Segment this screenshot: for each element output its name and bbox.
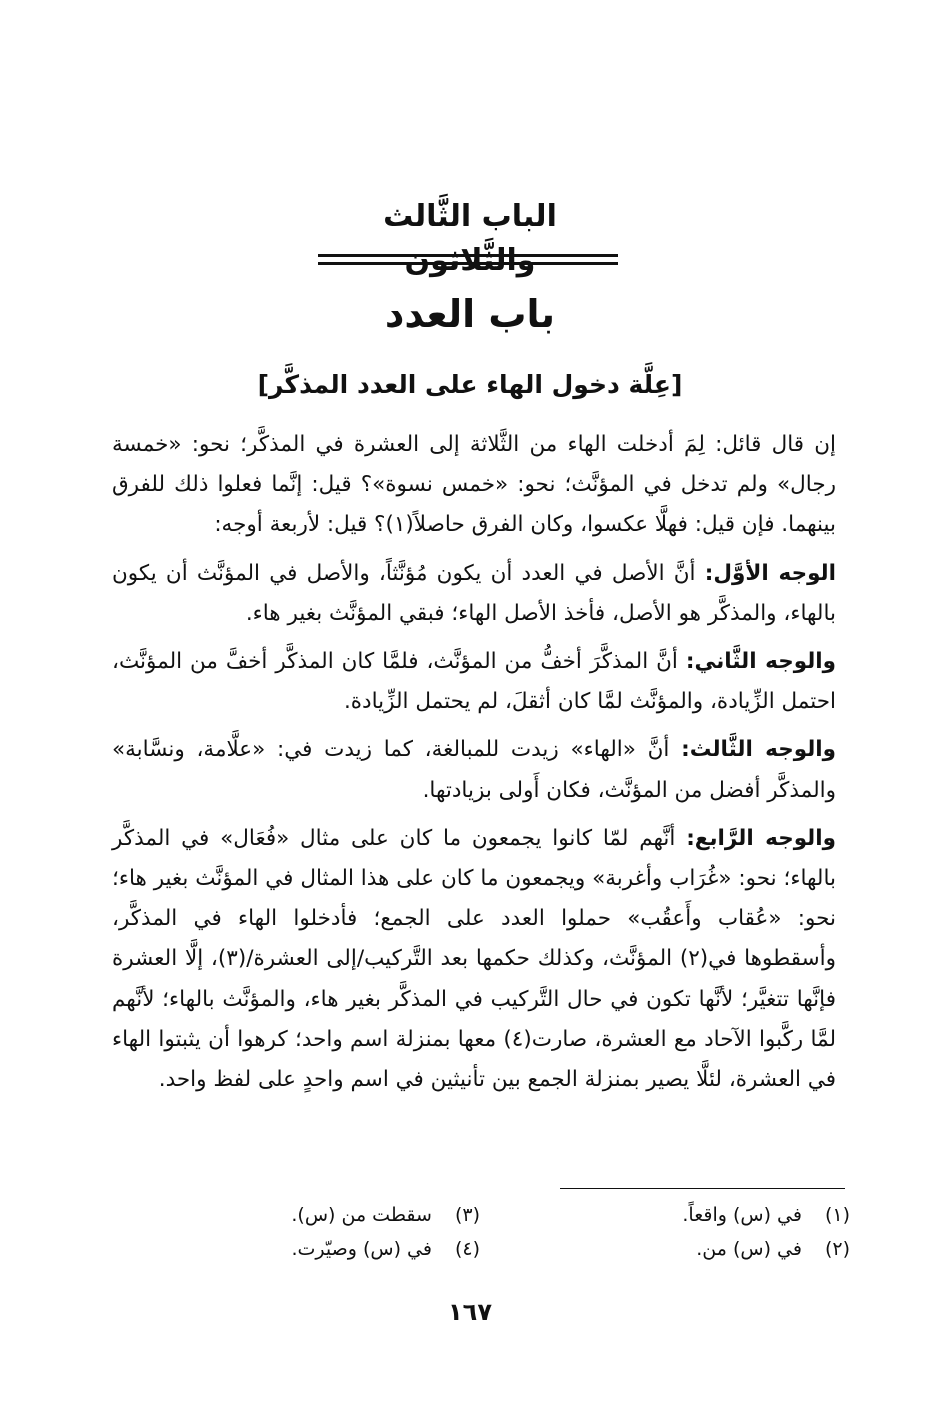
footnote-number: (٢) [824,1238,850,1260]
paragraph-reason-2 [112,642,836,722]
footnote-column-left [230,1198,480,1266]
paragraph-text: أنَّ الأصل في العدد أن يكون مُؤنَّثاً، والأصل في المؤنَّث أن يكون بالهاء، والمذكَّر هو الأصل، فأخذ الأصل الهاء؛ فبقي المؤنَّث بغير هاء. [112,560,836,626]
chapter-title: الباب الثَّالث والثَّلاثون [383,199,557,278]
title-rule-bottom [318,262,618,265]
paragraph-reason-3 [112,730,836,810]
footnote-number: (٣) [454,1204,480,1226]
footnote-number: (٤) [454,1238,480,1260]
footnote-number: (١) [824,1204,850,1226]
footnote-3 [230,1198,480,1232]
paragraph-lead: الوجه الأوَّل: [704,560,836,586]
footnote-separator [560,1188,845,1189]
footnote-2 [600,1232,850,1266]
footnote-column-right [600,1198,850,1266]
footnote-text: في (س) وصيّرت. [291,1238,432,1260]
paragraph-lead: والوجه الثَّالث: [681,737,836,763]
paragraph-lead: والوجه الرَّابع: [686,825,836,851]
footnote-1 [600,1198,850,1232]
subsection-title: [عِلَّة دخول الهاء على العدد المذكَّر] [257,370,683,399]
paragraph-text: أنَّ «الهاء» زيدت للمبالغة، كما زيدت في: «علَّامة، ونسَّابة» والمذكَّر أفضل من المؤنَّث، فكان أَولى بزيادتها. [112,737,836,803]
paragraph-reason-4 [112,819,836,1100]
paragraph-text: أنَّهم لمّا كانوا يجمعون ما كان على مثال «فُعَال» في المذكَّر بالهاء؛ نحو: «غُرَاب وأغربة» ويجمعون ما كان على هذا المثال في المؤنَّث بغير هاء؛ نحو: «عُقاب وأَعقُب» حملوا العدد على الجمع؛ فأدخلوا الهاء في المذكَّر، وأسقطوها في(٢) المؤنَّث، وكذلك حكمها بعد التَّركيب/إلى العشرة/(٣)، إلَّا العشرة فإنَّها تتغيَّر؛ لأنَّها تكون في حال التَّركيب في المذكَّر بغير هاء، والمؤنَّث بالهاء؛ لأنَّهم لمَّا ركَّبوا الآحاد مع العشرة، صارت(٤) معها بمنزلة اسم واحد؛ كرهوا أن يثبتوا الهاء في العشرة، لئلَّا يصير بمنزلة الجمع بين تأنيثين في اسم واحدٍ على لفظ واحد. [112,825,836,1093]
footnote-4 [230,1232,480,1266]
paragraph-text: أنَّ المذكَّرَ أخفُّ من المؤنَّث، فلمَّا كان المذكَّر أخفَّ من المؤنَّث، احتمل الزِّيادة، والمؤنَّث لمَّا كان أثقلَ، لم يحتمل الزِّيادة. [112,649,836,715]
paragraph-text: إن قال قائل: لِمَ أدخلت الهاء من الثَّلاثة إلى العشرة في المذكَّر؛ نحو: «خمسة رجال» ولم تدخل في المؤنَّث؛ نحو: «خمس نسوة»؟ قيل: إنَّما فعلوا ذلك للفرق بينهما. فإن قيل: فهلَّا عكسوا، وكان الفرق حاصلاً(١)؟ قيل: لأربعة أوجه: [112,432,836,538]
body-text [112,425,836,1108]
footnote-text: في (س) واقعاً. [682,1204,802,1226]
paragraph-intro [112,425,836,546]
footnote-text: في (س) من. [696,1238,802,1260]
section-title: باب العدد [384,292,556,336]
title-rule-top [318,254,618,257]
footnote-text: سقطت من (س). [291,1204,432,1226]
page-number: ١٦٧ [448,1298,492,1326]
paragraph-reason-1 [112,554,836,634]
paragraph-lead: والوجه الثَّاني: [685,649,836,675]
